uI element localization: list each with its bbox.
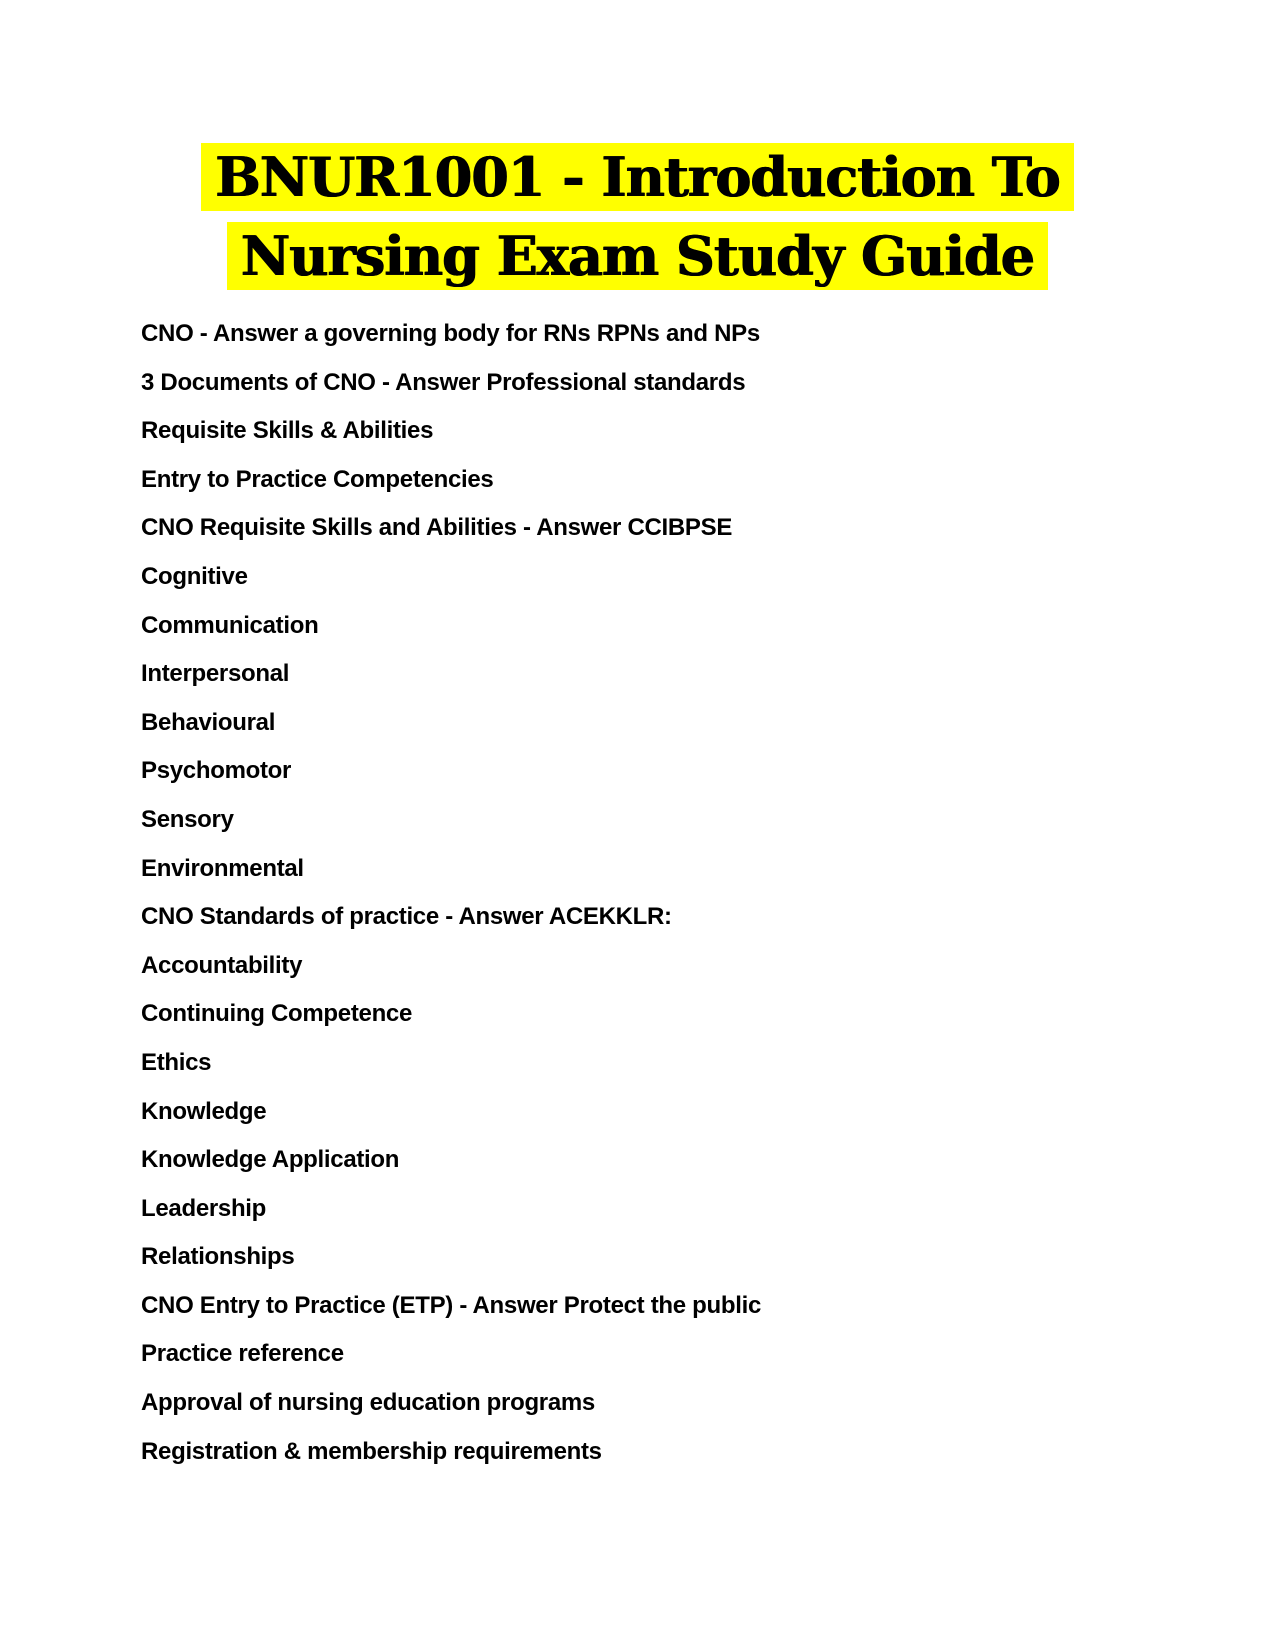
paragraph-line: Practice reference xyxy=(141,1340,344,1368)
paragraph-line: Requisite Skills & Abilities xyxy=(141,417,434,445)
document-body xyxy=(0,310,1275,1476)
paragraph-line: CNO Requisite Skills and Abilities - Answer CCIBPSE xyxy=(141,514,733,542)
paragraph-line: Communication xyxy=(141,611,319,639)
paragraph-line: CNO Entry to Practice (ETP) - Answer Protect the public xyxy=(141,1291,762,1319)
paragraph-line: Behavioural xyxy=(141,708,276,736)
paragraph-line: Leadership xyxy=(141,1194,267,1222)
paragraph-line: Relationships xyxy=(141,1243,295,1271)
paragraph-line: Environmental xyxy=(141,854,304,882)
document-title xyxy=(0,0,1275,290)
title-line-2-wrap xyxy=(0,222,1275,290)
paragraph-line: Sensory xyxy=(141,805,234,833)
paragraph-line: 3 Documents of CNO - Answer Professional standards xyxy=(141,368,746,396)
paragraph-line: Psychomotor xyxy=(141,757,292,785)
title-line-2: Nursing Exam Study Guide xyxy=(227,222,1048,290)
title-line-1: BNUR1001 - Introduction To xyxy=(201,143,1074,211)
paragraph-line: Continuing Competence xyxy=(141,1000,413,1028)
paragraph-line: Knowledge Application xyxy=(141,1146,400,1174)
paragraph-line: Ethics xyxy=(141,1048,212,1076)
paragraph-line: CNO Standards of practice - Answer ACEKKLR: xyxy=(141,903,672,931)
paragraph-line: Entry to Practice Competencies xyxy=(141,465,494,493)
title-line-1-wrap xyxy=(0,143,1275,211)
paragraph-line: Accountability xyxy=(141,951,303,979)
paragraph-line: Interpersonal xyxy=(141,660,290,688)
paragraph-line: Approval of nursing education programs xyxy=(141,1389,595,1417)
paragraph-line: Registration & membership requirements xyxy=(141,1437,602,1465)
paragraph-line: Knowledge xyxy=(141,1097,267,1125)
paragraph-line: Cognitive xyxy=(141,562,248,590)
paragraph-line: CNO - Answer a governing body for RNs RPNs and NPs xyxy=(141,320,760,347)
